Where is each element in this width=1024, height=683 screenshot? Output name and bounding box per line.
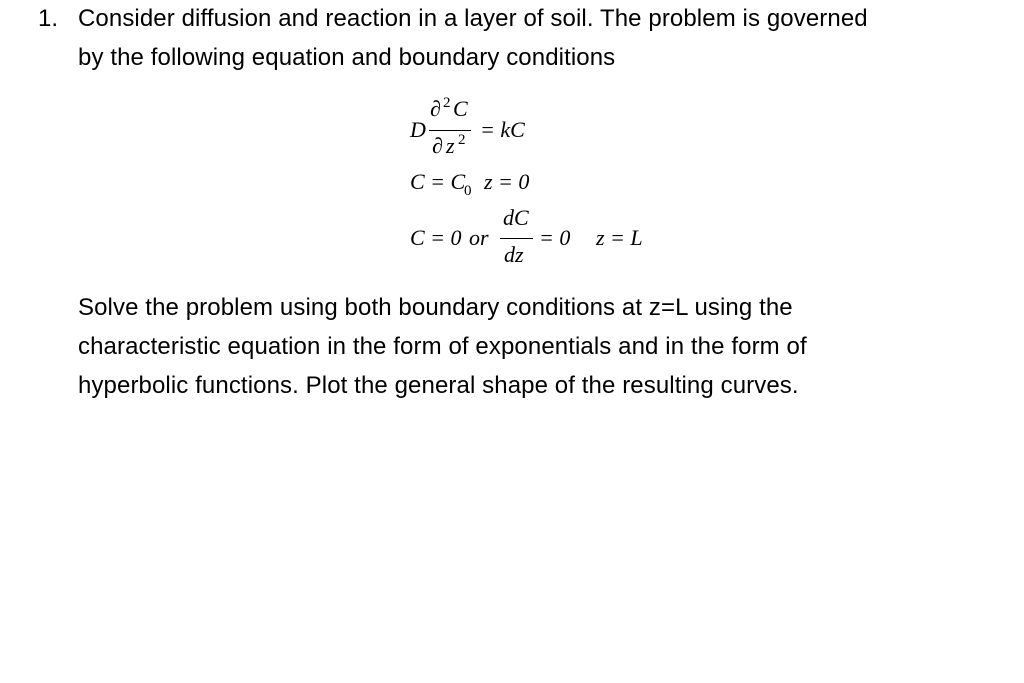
eq1-num-exponent: 2 [443,95,451,111]
eq1-num-partial: ∂ [430,96,441,121]
eq1-rhs: = kC [480,117,525,142]
task-line-1: Solve the problem using both boundary conditions at z=L using the [78,294,793,321]
eq1-num-variable: C [453,96,468,121]
eq1-fraction-bar [429,130,471,131]
eq3-fraction-bar [500,238,533,239]
eq1-den-exponent: 2 [458,132,466,148]
task-line-3: hyperbolic functions. Plot the general shape of the resulting curves. [78,372,799,399]
eq3-lhs: C = 0 [410,225,462,250]
eq2-lhs: C = C [410,169,466,194]
eq1-den-partial: ∂ [432,133,443,158]
eq3-denominator: dz [504,242,524,267]
eq1-den-variable: z [446,133,455,158]
eq3-or: or [469,225,489,250]
eq2-condition: z = 0 [484,169,530,194]
intro-line-2: by the following equation and boundary conditions [78,44,616,71]
eq1-coefficient: D [410,117,426,142]
eq3-numerator: dC [503,205,529,230]
intro-line-1: Consider diffusion and reaction in a layer of soil. The problem is governed [78,5,868,32]
task-line-2: characteristic equation in the form of exponentials and in the form of [78,333,807,360]
eq3-rhs: = 0 [539,225,571,250]
eq3-condition: z = L [596,225,643,250]
eq2-subscript: 0 [464,183,472,199]
problem-number: 1. [38,5,59,32]
